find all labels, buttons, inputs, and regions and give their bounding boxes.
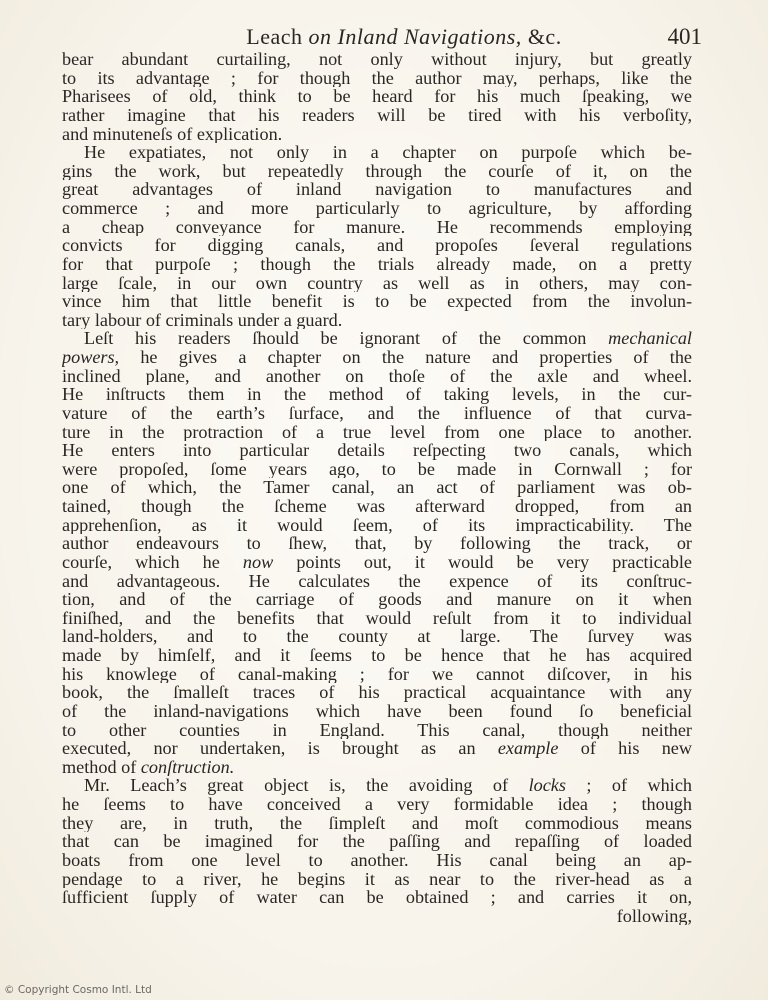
text-span: commerce ; and more particularly to agriculture, by affording bbox=[62, 199, 692, 218]
text-span: Pharisees of old, think to be heard for his much ſpeaking, we bbox=[62, 87, 692, 106]
text-span: large ſcale, in our own country as well as in others, may con- bbox=[62, 273, 692, 293]
text-line bbox=[62, 702, 692, 721]
text-line bbox=[62, 441, 692, 460]
text-line bbox=[62, 870, 692, 889]
text-span: method of bbox=[62, 757, 141, 777]
text-line bbox=[62, 553, 692, 572]
text-line bbox=[62, 106, 692, 125]
text-line bbox=[62, 832, 692, 851]
text-span: great advantages of inland navigation to manufactures and bbox=[62, 180, 692, 199]
text-line bbox=[62, 236, 692, 255]
text-line bbox=[62, 180, 692, 199]
text-span: made by himſelf, and it ſeems to be hence that he has acquired bbox=[62, 646, 692, 665]
text-line bbox=[62, 534, 692, 553]
copyright-watermark: © Copyright Cosmo Intl. Ltd bbox=[4, 984, 152, 996]
text-span: apprehenſion, as it would ſeem, of its impracticability. The bbox=[62, 515, 692, 535]
text-span: vature of the earth’s ſurface, and the influence of that curva- bbox=[62, 403, 692, 423]
header-suffix: &c. bbox=[527, 24, 562, 49]
text-span: points out, it would be very practicable bbox=[273, 552, 692, 572]
text-span: book, the ſmalleſt traces of his practical acquaintance with any bbox=[62, 683, 692, 702]
text-line bbox=[62, 162, 692, 181]
text-span: one of which, the Tamer canal, an act of parliament was ob- bbox=[62, 478, 692, 497]
text-span: He expatiates, not only in a chapter on purpoſe which be- bbox=[84, 143, 692, 162]
text-line bbox=[62, 646, 692, 665]
text-span: ; of which bbox=[565, 776, 692, 795]
text-line bbox=[62, 739, 692, 758]
text-line bbox=[62, 385, 692, 404]
text-span: Mr. Leach’s great object is, the avoiding of bbox=[84, 776, 529, 795]
text-span: boats from one level to another. His canal being an ap- bbox=[62, 850, 692, 870]
text-line bbox=[62, 423, 692, 442]
text-line bbox=[62, 348, 692, 367]
text-line bbox=[62, 478, 692, 497]
text-line bbox=[62, 795, 692, 814]
text-span: following, bbox=[616, 906, 692, 926]
text-line bbox=[62, 329, 692, 348]
text-span: they are, in truth, the ſimpleſt and moſt commodious means bbox=[62, 813, 692, 833]
text-span: his knowlege of canal-making ; for we cannot diſcover, in his bbox=[62, 664, 692, 684]
text-line bbox=[62, 758, 692, 777]
text-line bbox=[62, 274, 692, 293]
italic-span: powers, bbox=[62, 348, 120, 367]
text-line bbox=[62, 851, 692, 870]
header-title-italic: on Inland Navigations, bbox=[308, 24, 522, 49]
text-span: pendage to a river, he begins it as near to the river-head as a bbox=[62, 869, 692, 889]
text-span: that can be imagined for the paſſing and repaſſing of loaded bbox=[62, 832, 692, 851]
header-author: Leach bbox=[246, 24, 303, 49]
italic-span: example bbox=[497, 739, 559, 758]
text-span: finiſhed, and the benefits that would reſult from it to individual bbox=[62, 608, 692, 628]
text-line bbox=[62, 907, 692, 926]
text-line bbox=[62, 683, 692, 702]
text-span: He enters into particular details reſpecting two canals, which bbox=[62, 441, 692, 460]
text-span: tained, though the ſcheme was afterward dropped, from an bbox=[62, 497, 692, 516]
text-span: ſufficient ſupply of water can be obtained ; and carries it on, bbox=[62, 888, 692, 907]
text-span: convicts for digging canals, and propoſes ſeveral regulations bbox=[62, 236, 692, 255]
header-title bbox=[60, 24, 708, 50]
text-span: land-holders, and to the county at large. The ſurvey was bbox=[62, 627, 692, 646]
italic-span: mechanical bbox=[608, 329, 692, 348]
text-span: vince him that little benefit is to be expected from the involun- bbox=[62, 292, 692, 311]
text-span: tary labour of criminals under a guard. bbox=[62, 310, 343, 330]
body-text bbox=[62, 50, 692, 925]
text-line bbox=[62, 367, 692, 386]
italic-span: locks bbox=[528, 776, 566, 795]
text-line bbox=[62, 572, 692, 591]
text-span: Leſt his readers ſhould be ignorant of the common bbox=[84, 329, 609, 348]
text-line bbox=[62, 125, 692, 144]
text-line bbox=[62, 665, 692, 684]
text-span: to its advantage ; for though the author may, perhaps, like the bbox=[62, 68, 692, 88]
page-number: 401 bbox=[667, 24, 702, 49]
text-span: inclined plane, and another on thoſe of the axle and wheel. bbox=[62, 366, 692, 386]
text-span: author endeavours to ſhew, that, by following the track, or bbox=[62, 534, 692, 553]
text-line bbox=[62, 814, 692, 833]
text-line bbox=[62, 497, 692, 516]
text-span: tion, and of the carriage of goods and manure on it when bbox=[62, 590, 692, 609]
text-line bbox=[62, 460, 692, 479]
text-span: of his new bbox=[558, 739, 692, 758]
text-span: and minuteneſs of explication. bbox=[62, 124, 283, 144]
text-span: He inſtructs them in the method of taking levels, in the cur- bbox=[62, 385, 692, 404]
text-span: to other counties in England. This canal, though neither bbox=[62, 720, 692, 740]
text-span: he ſeems to have conceived a very formidable idea ; though bbox=[62, 795, 692, 814]
text-line bbox=[62, 888, 692, 907]
text-line bbox=[62, 218, 692, 237]
text-span: gins the work, but repeatedly through the courſe of it, on the bbox=[62, 161, 692, 181]
text-span: for that purpoſe ; though the trials already made, on a pretty bbox=[62, 254, 692, 274]
text-line bbox=[62, 50, 692, 69]
text-span: bear abundant curtailing, not only without injury, but greatly bbox=[62, 50, 692, 69]
text-line bbox=[62, 404, 692, 423]
text-span: rather imagine that his readers will be tired with his verboſity, bbox=[62, 105, 692, 125]
italic-span: now bbox=[242, 552, 274, 572]
text-line bbox=[62, 69, 692, 88]
text-line bbox=[62, 776, 692, 795]
italic-span: conſtruction. bbox=[140, 757, 235, 777]
text-span: he gives a chapter on the nature and properties of the bbox=[119, 348, 692, 367]
text-line bbox=[62, 255, 692, 274]
text-line bbox=[62, 627, 692, 646]
text-line bbox=[62, 87, 692, 106]
text-span: a cheap conveyance for manure. He recommends employing bbox=[62, 217, 692, 237]
text-span: and advantageous. He calculates the expence of its conſtruc- bbox=[62, 571, 692, 591]
text-span: were propoſed, ſome years ago, to be made in Cornwall ; for bbox=[62, 459, 692, 479]
text-line bbox=[62, 721, 692, 740]
text-line bbox=[62, 590, 692, 609]
text-span: of the inland-navigations which have been found ſo beneficial bbox=[62, 701, 692, 721]
text-line bbox=[62, 143, 692, 162]
text-line bbox=[62, 609, 692, 628]
text-line bbox=[62, 311, 692, 330]
text-span: executed, nor undertaken, is brought as an bbox=[62, 739, 498, 758]
text-span: courſe, which he bbox=[62, 552, 243, 572]
text-span: ture in the protraction of a true level from one place to another. bbox=[62, 422, 692, 442]
text-line bbox=[62, 292, 692, 311]
text-line bbox=[62, 199, 692, 218]
text-line bbox=[62, 516, 692, 535]
